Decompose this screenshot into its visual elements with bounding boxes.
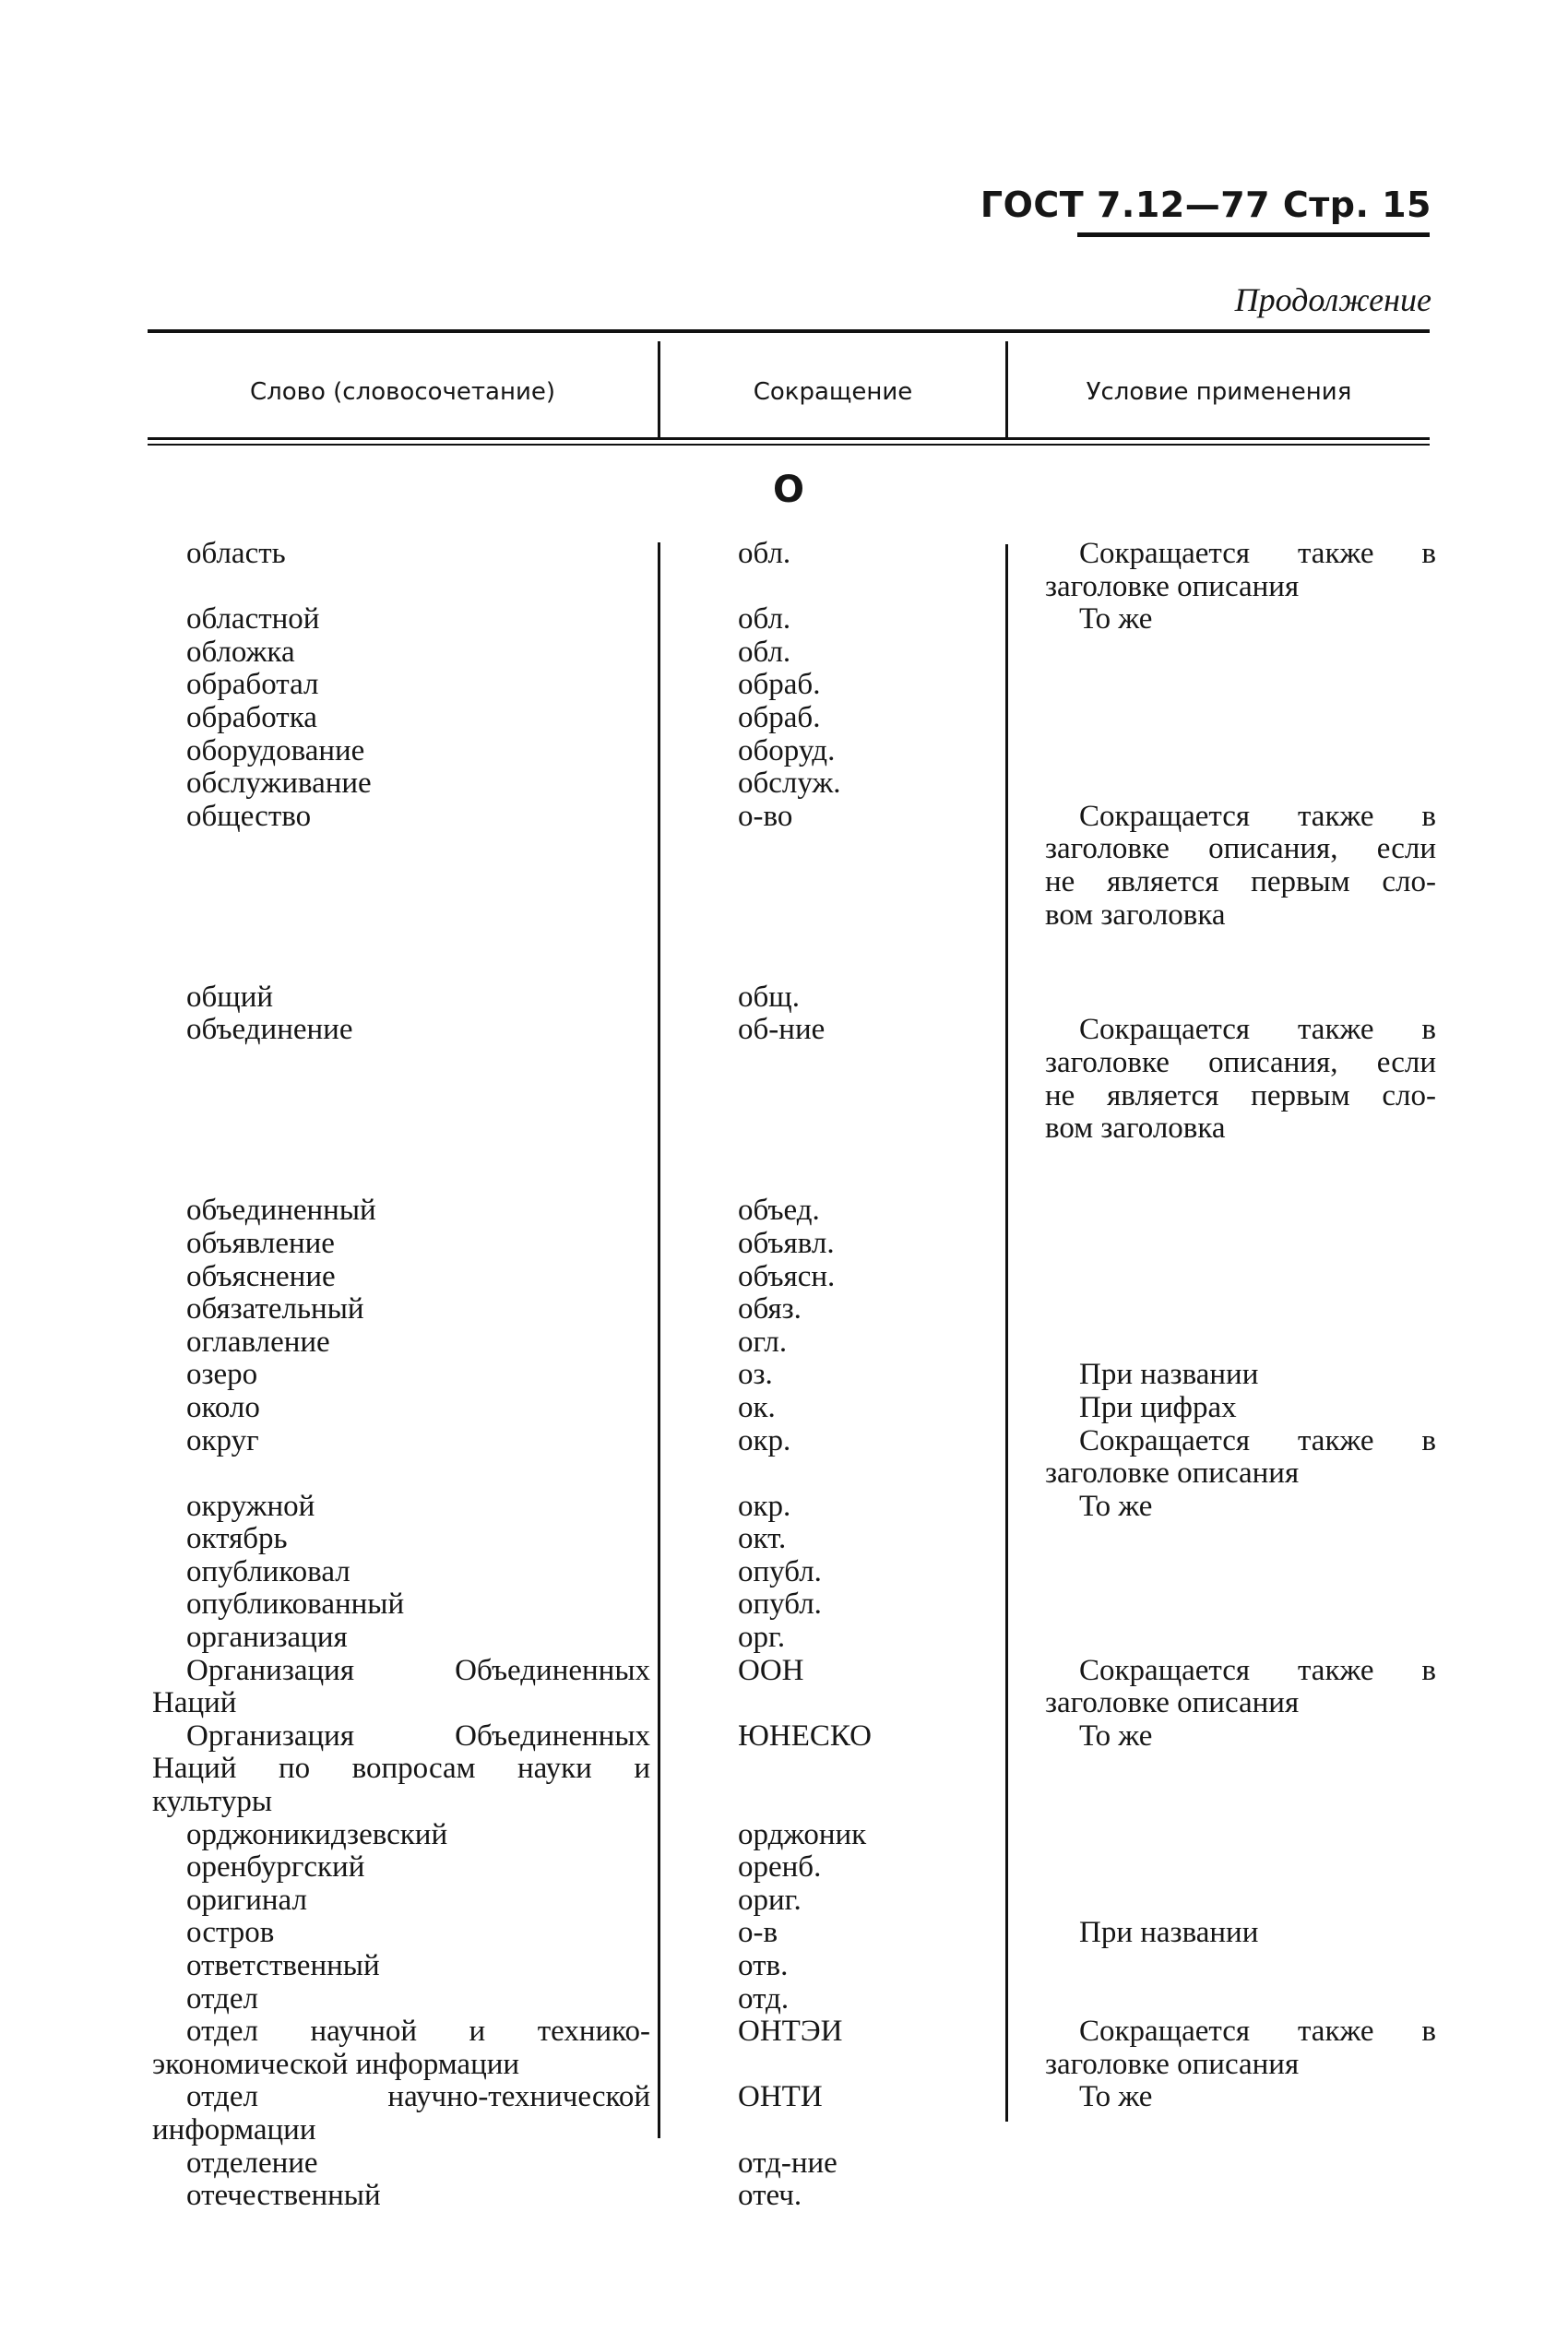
word-cell bbox=[152, 2081, 650, 2147]
condition-cell-line: не является первым сло- bbox=[1045, 1078, 1436, 1112]
word-cell-line: опубликованный bbox=[186, 1588, 405, 1622]
condition-cell-line: Сокращается также в bbox=[1079, 799, 1436, 833]
word-cell-line: Наций bbox=[152, 1686, 237, 1720]
word-cell-line: опубликовал bbox=[186, 1554, 350, 1588]
table-row bbox=[0, 603, 1568, 636]
abbreviation-cell-line: орджоник bbox=[738, 1817, 867, 1851]
abbreviation-cell-line: общ. bbox=[738, 980, 800, 1014]
condition-cell bbox=[1045, 1014, 1436, 1145]
abbreviation-cell-line: окр. bbox=[738, 1423, 791, 1457]
word-cell-line: объединение bbox=[186, 1013, 353, 1047]
abbreviation-cell-line: отв. bbox=[738, 1949, 789, 1983]
word-cell bbox=[152, 1720, 650, 1819]
abbreviation-cell-line: ок. bbox=[738, 1390, 776, 1424]
word-cell bbox=[152, 1228, 650, 1261]
abbreviation-cell bbox=[704, 1556, 980, 1589]
word-cell-line: общество bbox=[186, 799, 312, 833]
abbreviation-cell bbox=[704, 1392, 980, 1425]
condition-cell bbox=[1045, 2081, 1436, 2114]
abbreviation-cell-line: окр. bbox=[738, 1489, 791, 1523]
column-header-condition: Условие применения bbox=[1086, 378, 1352, 406]
abbreviation-cell bbox=[704, 1523, 980, 1556]
condition-cell-line: То же bbox=[1079, 1489, 1153, 1523]
word-cell bbox=[152, 1950, 650, 1983]
word-cell-line: оборудование bbox=[186, 733, 365, 767]
condition-cell bbox=[1045, 1491, 1436, 1524]
word-cell-line: округ bbox=[186, 1423, 259, 1457]
table-row bbox=[0, 2180, 1568, 2213]
word-cell bbox=[152, 1359, 650, 1392]
condition-cell-line: При названии bbox=[1079, 1916, 1259, 1950]
word-cell bbox=[152, 767, 650, 801]
word-cell bbox=[152, 636, 650, 670]
word-cell bbox=[152, 1392, 650, 1425]
table-row bbox=[0, 1293, 1568, 1326]
condition-cell-line: заголовке описания bbox=[1045, 569, 1300, 603]
word-cell-line: объединенный bbox=[186, 1194, 376, 1228]
word-cell-line: общий bbox=[186, 980, 274, 1014]
abbreviation-cell-line: о-в bbox=[738, 1916, 778, 1950]
word-cell-line: обложка bbox=[186, 635, 295, 669]
word-cell-line: отдел научной и технико- bbox=[186, 2015, 650, 2049]
abbreviation-cell bbox=[704, 702, 980, 735]
word-cell bbox=[152, 1588, 650, 1622]
word-cell-line: озеро bbox=[186, 1358, 258, 1392]
abbreviation-cell bbox=[704, 1293, 980, 1326]
table-row bbox=[0, 1392, 1568, 1425]
abbreviation-cell-line: обслуж. bbox=[738, 767, 841, 801]
abbreviation-cell-line: о-во bbox=[738, 799, 793, 833]
column-header-word: Слово (словосочетание) bbox=[249, 378, 556, 406]
abbreviation-cell bbox=[704, 1491, 980, 1524]
abbreviation-cell bbox=[704, 2180, 980, 2213]
condition-cell-line: То же bbox=[1079, 602, 1153, 636]
word-cell bbox=[152, 2147, 650, 2181]
abbreviation-cell-line: опубл. bbox=[738, 1588, 822, 1622]
abbreviation-cell-line: обраб. bbox=[738, 700, 821, 734]
abbreviation-cell-line: объясн. bbox=[738, 1259, 836, 1293]
condition-cell-line: заголовке описания bbox=[1045, 1457, 1300, 1491]
abbreviation-cell bbox=[704, 1655, 980, 1688]
abbreviation-cell-line: об-ние bbox=[738, 1013, 826, 1047]
word-cell bbox=[152, 1523, 650, 1556]
word-cell bbox=[152, 1819, 650, 1852]
abbreviation-cell-line: ООН bbox=[738, 1653, 804, 1687]
table-row bbox=[0, 2081, 1568, 2147]
word-cell-line: отделение bbox=[186, 2146, 318, 2180]
abbreviation-cell-line: ориг. bbox=[738, 1883, 802, 1917]
word-cell bbox=[152, 1014, 650, 1047]
table-row bbox=[0, 767, 1568, 801]
word-cell-line: обработка bbox=[186, 700, 317, 734]
condition-cell-line: заголовке описания, если bbox=[1045, 1045, 1436, 1079]
table-row bbox=[0, 735, 1568, 768]
abbreviation-cell-line: ЮНЕСКО bbox=[738, 1719, 872, 1753]
condition-cell-line: То же bbox=[1079, 1719, 1153, 1753]
condition-cell bbox=[1045, 1917, 1436, 1950]
table-row bbox=[0, 1326, 1568, 1360]
word-cell bbox=[152, 538, 650, 571]
table-row bbox=[0, 1622, 1568, 1655]
abbreviation-cell bbox=[704, 636, 980, 670]
table-row bbox=[0, 1556, 1568, 1589]
abbreviation-cell-line: обяз. bbox=[738, 1292, 802, 1326]
table-row bbox=[0, 1523, 1568, 1556]
condition-cell-line: Сокращается также в bbox=[1079, 1653, 1436, 1687]
table-row bbox=[0, 636, 1568, 670]
table-row bbox=[0, 2147, 1568, 2181]
table-row bbox=[0, 1195, 1568, 1228]
abbreviation-cell bbox=[704, 1359, 980, 1392]
abbreviation-cell-line: ОНТЭИ bbox=[738, 2015, 843, 2049]
word-cell-line: организация bbox=[186, 1621, 348, 1655]
word-cell-line: оглавление bbox=[186, 1325, 330, 1359]
abbreviation-table-body bbox=[0, 538, 1568, 2213]
abbreviation-cell bbox=[704, 669, 980, 702]
word-cell bbox=[152, 981, 650, 1015]
abbreviation-cell bbox=[704, 1622, 980, 1655]
condition-cell-line: Сокращается также в bbox=[1079, 537, 1436, 570]
word-cell bbox=[152, 1261, 650, 1294]
table-row bbox=[0, 1819, 1568, 1852]
word-cell bbox=[152, 2016, 650, 2081]
table-row bbox=[0, 1885, 1568, 1918]
abbreviation-cell-line: опубл. bbox=[738, 1554, 822, 1588]
abbreviation-cell-line: орг. bbox=[738, 1621, 786, 1655]
word-cell bbox=[152, 801, 650, 834]
table-row bbox=[0, 669, 1568, 702]
word-cell-line: объявление bbox=[186, 1226, 335, 1260]
condition-cell-line: То же bbox=[1079, 2080, 1153, 2114]
abbreviation-cell bbox=[704, 2081, 980, 2114]
table-row bbox=[0, 1228, 1568, 1261]
word-cell-line: обязательный bbox=[186, 1292, 364, 1326]
abbreviation-cell-line: обл. bbox=[738, 537, 791, 570]
column-header-abbreviation: Сокращение bbox=[753, 378, 913, 406]
table-row bbox=[0, 702, 1568, 735]
abbreviation-cell bbox=[704, 603, 980, 636]
abbreviation-cell bbox=[704, 735, 980, 768]
word-cell-line: отдел bbox=[186, 1981, 258, 2016]
table-row bbox=[0, 1014, 1568, 1195]
abbreviation-cell bbox=[704, 1885, 980, 1918]
word-cell-line: обслуживание bbox=[186, 767, 372, 801]
abbreviation-cell bbox=[704, 1014, 980, 1047]
word-cell-line: ответственный bbox=[186, 1949, 380, 1983]
word-cell bbox=[152, 1293, 650, 1326]
word-cell bbox=[152, 669, 650, 702]
table-header-rule bbox=[148, 437, 1430, 440]
word-cell bbox=[152, 1425, 650, 1458]
word-cell bbox=[152, 1917, 650, 1950]
abbreviation-cell-line: объявл. bbox=[738, 1226, 835, 1260]
word-cell-line: объяснение bbox=[186, 1259, 336, 1293]
word-cell bbox=[152, 1655, 650, 1720]
table-row bbox=[0, 1950, 1568, 1983]
condition-cell-line: При названии bbox=[1079, 1358, 1259, 1392]
word-cell-line: окружной bbox=[186, 1489, 315, 1523]
word-cell-line: культуры bbox=[152, 1785, 273, 1819]
abbreviation-cell bbox=[704, 1588, 980, 1622]
table-row bbox=[0, 1261, 1568, 1294]
abbreviation-cell bbox=[704, 1228, 980, 1261]
condition-cell-line: заголовке описания, если bbox=[1045, 832, 1436, 866]
table-row bbox=[0, 1983, 1568, 2016]
word-cell bbox=[152, 1851, 650, 1885]
word-cell-line: оригинал bbox=[186, 1883, 307, 1917]
abbreviation-cell-line: отеч. bbox=[738, 2179, 802, 2213]
abbreviation-cell bbox=[704, 1917, 980, 1950]
table-row bbox=[0, 1720, 1568, 1819]
word-cell-line: область bbox=[186, 537, 286, 570]
abbreviation-cell bbox=[704, 1261, 980, 1294]
word-cell-line: оренбургский bbox=[186, 1850, 365, 1885]
abbreviation-cell bbox=[704, 1326, 980, 1360]
word-cell-line: областной bbox=[186, 602, 320, 636]
word-cell-line: Наций по вопросам науки и bbox=[152, 1752, 650, 1786]
abbreviation-cell bbox=[704, 1950, 980, 1983]
condition-cell-line: вом заголовка bbox=[1045, 898, 1226, 932]
condition-cell bbox=[1045, 1720, 1436, 1754]
table-row bbox=[0, 1359, 1568, 1392]
table-row bbox=[0, 538, 1568, 603]
table-row bbox=[0, 2016, 1568, 2081]
abbreviation-cell bbox=[704, 981, 980, 1015]
condition-cell-line: При цифрах bbox=[1079, 1390, 1237, 1424]
continuation-label: Продолжение bbox=[1234, 281, 1431, 318]
table-row bbox=[0, 1588, 1568, 1622]
word-cell-line: экономической информации bbox=[152, 2047, 520, 2081]
condition-cell-line: заголовке описания bbox=[1045, 1686, 1300, 1720]
abbreviation-cell bbox=[704, 1983, 980, 2016]
abbreviation-cell-line: оренб. bbox=[738, 1850, 822, 1885]
abbreviation-cell-line: оборуд. bbox=[738, 733, 836, 767]
condition-cell bbox=[1045, 1425, 1436, 1491]
abbreviation-cell-line: отд-ние bbox=[738, 2146, 837, 2180]
word-cell-line: Организация Объединенных bbox=[186, 1653, 650, 1687]
condition-cell-line: Сокращается также в bbox=[1079, 2015, 1436, 2049]
header-rule bbox=[1077, 232, 1430, 237]
abbreviation-cell-line: окт. bbox=[738, 1522, 787, 1556]
word-cell bbox=[152, 1556, 650, 1589]
table-row bbox=[0, 1655, 1568, 1720]
abbreviation-cell-line: оз. bbox=[738, 1358, 773, 1392]
condition-cell-line: Сокращается также в bbox=[1079, 1423, 1436, 1457]
section-letter: О bbox=[772, 469, 804, 511]
table-row bbox=[0, 1425, 1568, 1491]
condition-cell bbox=[1045, 603, 1436, 636]
abbreviation-cell bbox=[704, 1425, 980, 1458]
abbreviation-cell bbox=[704, 2016, 980, 2049]
word-cell bbox=[152, 1491, 650, 1524]
abbreviation-cell bbox=[704, 1195, 980, 1228]
page-header-title: ГОСТ 7.12—77 Стр. 15 bbox=[980, 184, 1431, 225]
word-cell bbox=[152, 735, 650, 768]
abbreviation-cell-line: объед. bbox=[738, 1194, 820, 1228]
word-cell-line: орджоникидзевский bbox=[186, 1817, 448, 1851]
table-row bbox=[0, 801, 1568, 981]
word-cell-line: обработал bbox=[186, 668, 319, 702]
condition-cell bbox=[1045, 1392, 1436, 1425]
abbreviation-cell bbox=[704, 1819, 980, 1852]
word-cell bbox=[152, 1622, 650, 1655]
condition-cell-line: вом заголовка bbox=[1045, 1112, 1226, 1146]
abbreviation-cell-line: обл. bbox=[738, 602, 791, 636]
abbreviation-cell-line: обраб. bbox=[738, 668, 821, 702]
abbreviation-cell-line: огл. bbox=[738, 1325, 788, 1359]
condition-cell-line: заголовке описания bbox=[1045, 2047, 1300, 2081]
word-cell-line: около bbox=[186, 1390, 260, 1424]
condition-cell bbox=[1045, 801, 1436, 932]
abbreviation-cell bbox=[704, 2147, 980, 2181]
table-row bbox=[0, 1851, 1568, 1885]
word-cell bbox=[152, 2180, 650, 2213]
word-cell bbox=[152, 1983, 650, 2016]
word-cell-line: отдел научно-технической bbox=[186, 2080, 650, 2114]
word-cell bbox=[152, 702, 650, 735]
abbreviation-cell-line: обл. bbox=[738, 635, 791, 669]
table-row bbox=[0, 1491, 1568, 1524]
table-header-rule-double bbox=[148, 444, 1430, 446]
word-cell bbox=[152, 1885, 650, 1918]
table-row bbox=[0, 981, 1568, 1015]
word-cell bbox=[152, 1326, 650, 1360]
abbreviation-cell-line: отд. bbox=[738, 1981, 790, 2016]
abbreviation-cell bbox=[704, 801, 980, 834]
abbreviation-cell bbox=[704, 538, 980, 571]
condition-cell bbox=[1045, 2016, 1436, 2081]
word-cell-line: остров bbox=[186, 1916, 275, 1950]
table-top-rule bbox=[148, 329, 1430, 333]
condition-cell bbox=[1045, 1359, 1436, 1392]
word-cell-line: информации bbox=[152, 2112, 316, 2147]
abbreviation-cell bbox=[704, 1720, 980, 1754]
word-cell-line: отечественный bbox=[186, 2179, 381, 2213]
condition-cell bbox=[1045, 1655, 1436, 1720]
word-cell-line: Организация Объединенных bbox=[186, 1719, 650, 1753]
abbreviation-cell bbox=[704, 1851, 980, 1885]
word-cell bbox=[152, 1195, 650, 1228]
abbreviation-cell-line: ОНТИ bbox=[738, 2080, 823, 2114]
word-cell-line: октябрь bbox=[186, 1522, 288, 1556]
abbreviation-cell bbox=[704, 767, 980, 801]
condition-cell bbox=[1045, 538, 1436, 603]
table-row bbox=[0, 1917, 1568, 1950]
condition-cell-line: не является первым сло- bbox=[1045, 864, 1436, 898]
word-cell bbox=[152, 603, 650, 636]
condition-cell-line: Сокращается также в bbox=[1079, 1013, 1436, 1047]
